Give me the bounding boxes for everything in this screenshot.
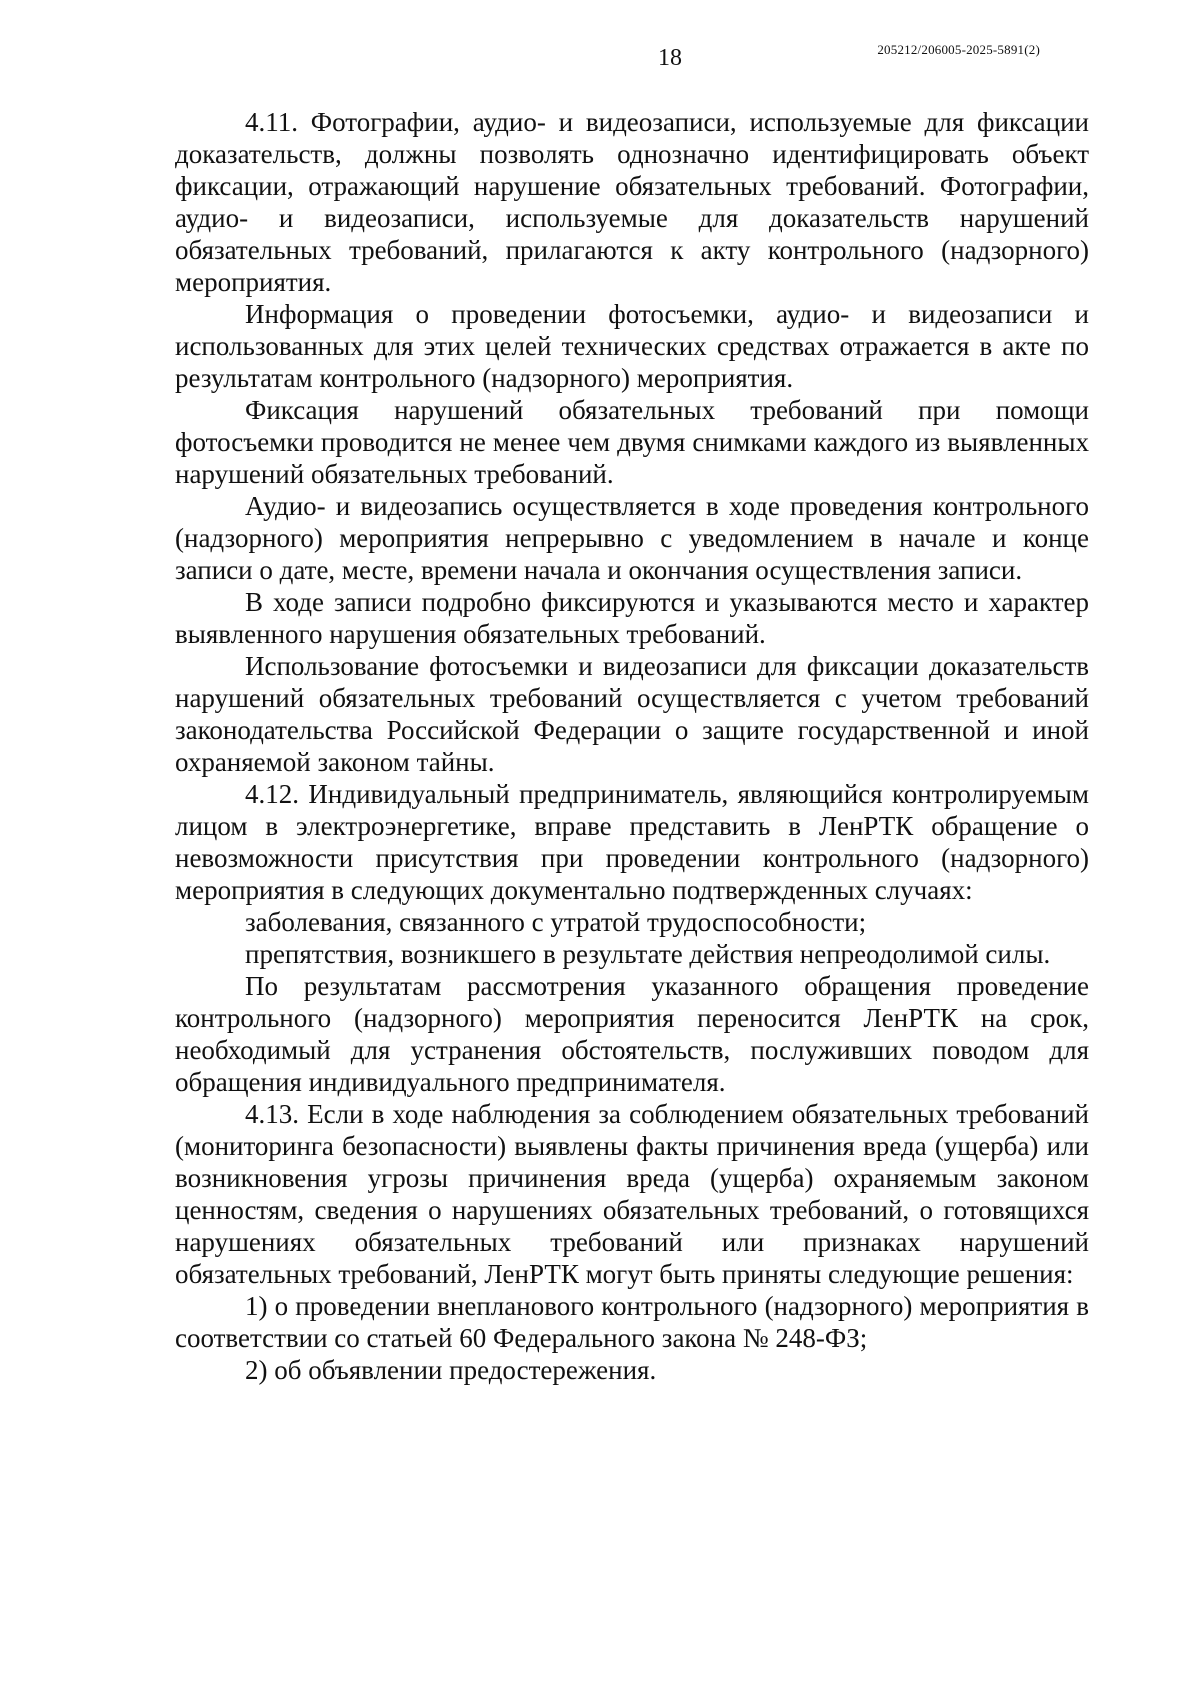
paragraph-4-13: 4.13. Если в ходе наблюдения за соблюдением обязательных требований (мониторинга безопасности) выявлены факты причинения вреда (ущерба) или возникновения угрозы причинения вреда (ущерба) охраняемым законом ценностям, сведения о нарушениях обязательных требований, о готовящихся нарушениях обязательных требований или признаках нарушений обязательных требований, ЛенРТК могут быть приняты следующие решения: [175,1099,1089,1289]
paragraph-4-11: 4.11. Фотографии, аудио- и видеозаписи, используемые для фиксации доказательств, должны позволять однозначно идентифицировать объект фиксации, отражающий нарушение обязательных требований. Фотографии, аудио- и видеозаписи, используемые для доказательств нарушений обязательных требований, прилагаются к акту контрольного (надзорного) мероприятия. [175,107,1089,297]
paragraph-postponement: По результатам рассмотрения указанного обращения проведение контрольного (надзорного) мероприятия переносится ЛенРТК на срок, необходимый для устранения обстоятельств, послуживших поводом для обращения индивидуального предпринимателя. [175,971,1089,1097]
paragraph-4-12: 4.12. Индивидуальный предприниматель, являющийся контролируемым лицом в электроэнергетике, вправе представить в ЛенРТК обращение о невозможности присутствия при проведении контрольного (надзорного) мероприятия в следующих документально подтвержденных случаях: [175,779,1089,905]
list-item-illness: заболевания, связанного с утратой трудоспособности; [245,907,867,937]
list-item-force-majeure: препятствия, возникшего в результате действия непреодолимой силы. [245,939,1051,969]
paragraph-audio-video: Аудио- и видеозапись осуществляется в ходе проведения контрольного (надзорного) мероприятия непрерывно с уведомлением в начале и конце записи о дате, месте, времени начала и окончания осуществления записи. [175,491,1089,585]
paragraph-photo-info: Информация о проведении фотосъемки, аудио- и видеозаписи и использованных для этих целей технических средствах отражается в акте по результатам контрольного (надзорного) мероприятия. [175,299,1089,393]
list-item-unscheduled-inspection: 1) о проведении внепланового контрольного (надзорного) мероприятия в соответствии со статьей 60 Федерального закона № 248-ФЗ; [175,1291,1089,1353]
page-number: 18 [658,45,682,71]
paragraph-photo-usage: Использование фотосъемки и видеозаписи для фиксации доказательств нарушений обязательных требований осуществляется с учетом требований законодательства Российской Федерации о защите государственной и иной охраняемой законом тайны. [175,651,1089,777]
list-item-warning: 2) об объявлении предостережения. [245,1355,657,1385]
document-body [175,106,1089,1386]
paragraph-photo-fixation: Фиксация нарушений обязательных требований при помощи фотосъемки проводится не менее чем двумя снимками каждого из выявленных нарушений обязательных требований. [175,395,1089,489]
document-registration-number: 205212/206005-2025-5891(2) [877,42,1040,57]
paragraph-recording-details: В ходе записи подробно фиксируются и указываются место и характер выявленного нарушения обязательных требований. [175,587,1089,649]
